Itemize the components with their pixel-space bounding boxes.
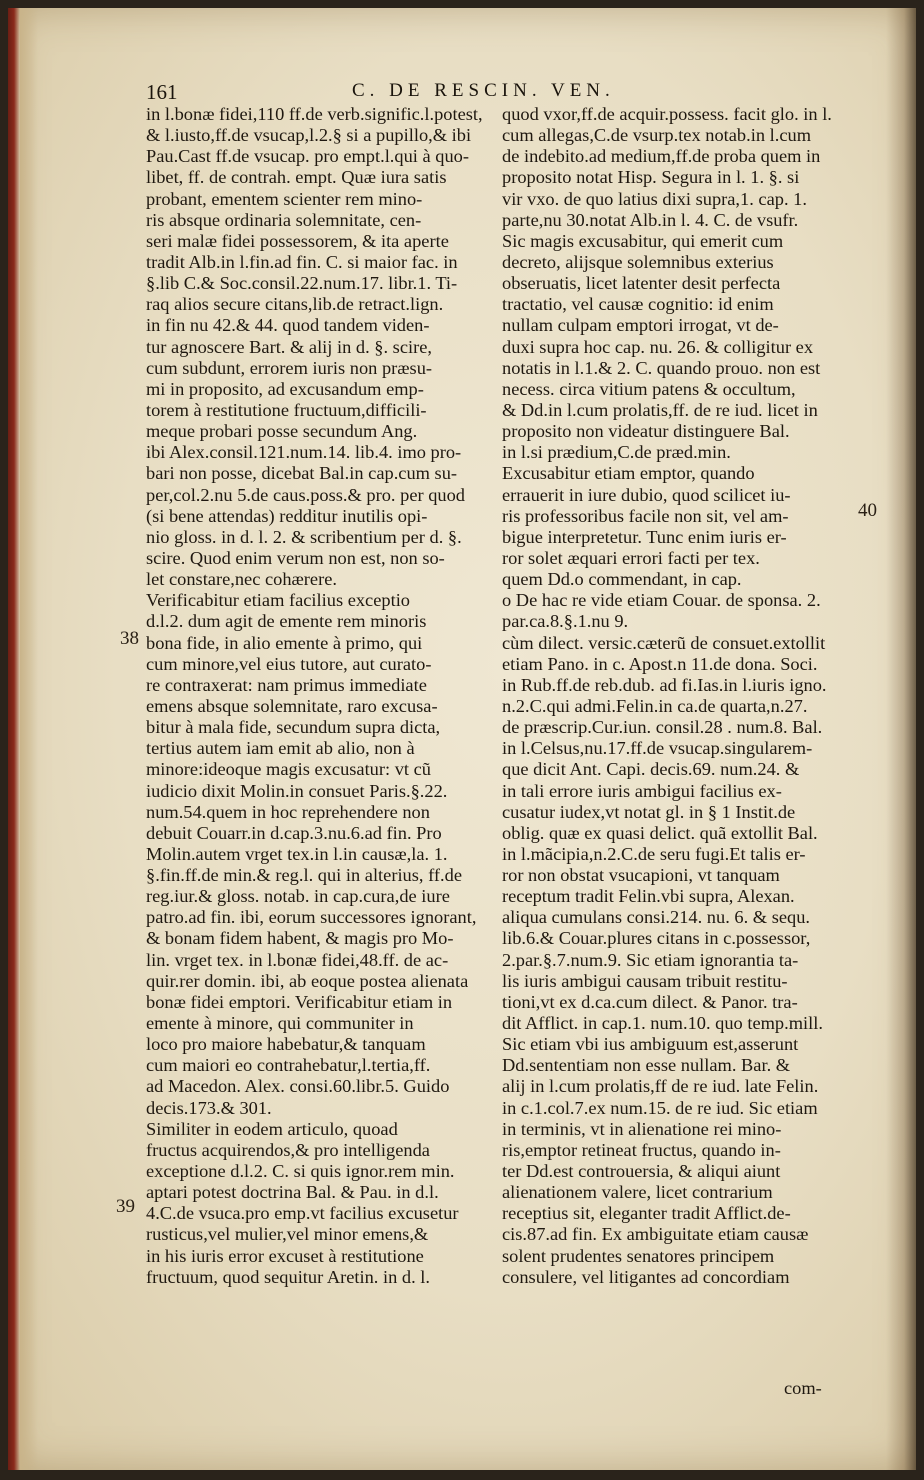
text-line: reg.iur.& gloss. notab. in cap.cura,de iure: [146, 886, 450, 907]
text-line: tradit Alb.in l.fin.ad fin. C. si maior fac. in: [146, 251, 458, 272]
text-line: quir.rer domin. ibi, ab eoque postea alienata: [146, 970, 469, 991]
text-line: in l.mãcipia,n.2.C.de seru fugi.Et talis er-: [502, 843, 806, 864]
text-line: probant, ementem scienter rem mino-: [146, 188, 423, 209]
text-line: re contraxerat: nam primus immediate: [146, 674, 427, 695]
text-line: lib.6.& Couar.plures citans in c.possessor,: [502, 928, 811, 949]
text-line: in c.1.col.7.ex num.15. de re iud. Sic etiam: [502, 1097, 818, 1118]
text-line: tur agnoscere Bart. & alij in d. §. scire,: [146, 336, 432, 357]
text-line: tertius autem iam emit ab alio, non à: [146, 738, 415, 759]
text-line: cum allegas,C.de vsurp.tex notab.in l.cum: [502, 125, 811, 146]
text-line: aptari potest doctrina Bal. & Pau. in d.l.: [146, 1182, 439, 1203]
text-line: bari non posse, dicebat Bal.in cap.cum su-: [146, 463, 458, 484]
text-line: num.54.quem in hoc reprehendere non: [146, 801, 430, 822]
marginal-number-38: 38: [120, 628, 139, 649]
text-line: quod vxor,ff.de acquir.possess. facit glo. in l.: [502, 104, 832, 124]
text-line: per,col.2.nu 5.de caus.poss.& pro. per quod: [146, 484, 465, 505]
text-line: libet, ff. de contrah. empt. Quæ iura satis: [146, 167, 447, 188]
binding-edge: [8, 8, 20, 1470]
text-line: lis iuris ambigui causam tribuit restitu-: [502, 970, 788, 991]
text-line: vir vxo. de quo latius dixi supra,1. cap. 1.: [502, 188, 807, 209]
text-line: & l.iusto,ff.de vsucap,l.2.§ si a pupillo,& ibi: [146, 125, 472, 146]
text-line: emens absque solemnitate, raro excusa-: [146, 695, 438, 716]
text-line: let constare,nec cohærere.: [146, 569, 337, 590]
text-line: scire. Quod enim verum non est, non so-: [146, 547, 445, 568]
text-line: §.lib C.& Soc.consil.22.num.17. libr.1. Ti-: [146, 273, 458, 294]
text-line: Similiter in eodem articulo, quoad: [146, 1118, 398, 1139]
text-line: par.ca.8.§.1.nu 9.: [502, 611, 629, 632]
text-line: §.fin.ff.de min.& reg.l. qui in alterius, ff.de: [146, 865, 462, 886]
text-line: 4.C.de vsuca.pro emp.vt facilius excusetur: [146, 1203, 459, 1224]
text-line: parte,nu 30.notat Alb.in l. 4. C. de vsufr.: [502, 209, 799, 230]
running-title: C. DE RESCIN. VEN.: [352, 80, 615, 101]
text-line: cusatur iudex,vt notat gl. in § 1 Instit.de: [502, 801, 796, 822]
marginal-number-39: 39: [116, 1196, 135, 1217]
text-line: Verificabitur etiam facilius exceptio: [146, 590, 410, 611]
text-line: d.l.2. dum agit de emente rem minoris: [146, 611, 427, 632]
text-line: solent prudentes senatores principem: [502, 1245, 775, 1266]
text-line: decreto, alijsque solemnibus exterius: [502, 251, 774, 272]
text-line: Sic magis excusabitur, qui emerit cum: [502, 230, 784, 251]
text-line: bona fide, in alio emente à primo, qui: [146, 632, 423, 653]
text-line: mi in proposito, ad excusandum emp-: [146, 378, 424, 399]
text-line: in l.Celsus,nu.17.ff.de vsucap.singularem-: [502, 738, 813, 759]
text-line: ter Dd.est controuersia, & aliqui aiunt: [502, 1161, 781, 1182]
text-line: emente à minore, qui communiter in: [146, 1013, 414, 1034]
text-line: in Rub.ff.de reb.dub. ad fi.Ias.in l.iuris igno.: [502, 674, 827, 695]
text-line: patro.ad fin. ibi, eorum successores ignorant,: [146, 907, 477, 928]
text-line: etiam Pano. in c. Apost.n 11.de dona. Soci.: [502, 653, 818, 674]
text-line: Dd.sententiam non esse nullam. Bar. &: [502, 1055, 791, 1076]
text-line: torem à restitutione fructuum,difficili-: [146, 399, 427, 420]
text-line: o De hac re vide etiam Couar. de sponsa. 2.: [502, 590, 821, 611]
text-line: cùm dilect. versic.cæterũ de consuet.extollit: [502, 632, 826, 653]
text-line: loco pro maiore habebatur,& tanquam: [146, 1034, 426, 1055]
text-line: nio gloss. in d. l. 2. & scribentium per d. §.: [146, 526, 462, 547]
text-line: dit Afflict. in cap.1. num.10. quo temp.mill.: [502, 1013, 823, 1034]
text-line: de præscrip.Cur.iun. consil.28 . num.8. Bal.: [502, 717, 823, 738]
right-column: [502, 104, 840, 1288]
text-line: cum minore,vel eius tutore, aut curato-: [146, 653, 432, 674]
text-line: in l.si prædium,C.de præd.min.: [502, 442, 731, 463]
text-line: necess. circa vitium patens & occultum,: [502, 378, 796, 399]
text-line: aliqua cumulans consi.214. nu. 6. & sequ.: [502, 907, 810, 928]
text-line: minore:ideoque magis excusatur: vt cũ: [146, 759, 431, 780]
text-line: n.2.C.qui admi.Felin.in ca.de quarta,n.27.: [502, 695, 808, 716]
text-line: Pau.Cast ff.de vsucap. pro empt.l.qui à quo-: [146, 146, 469, 167]
left-column: [146, 104, 484, 1288]
text-line: ror solet æquari errori facti per tex.: [502, 547, 760, 568]
text-line: de indebito.ad medium,ff.de proba quem in: [502, 146, 821, 167]
gutter-shadow: [20, 8, 38, 1470]
text-line: errauerit in iure dubio, quod scilicet iu-: [502, 484, 791, 505]
text-line: cum maiori eo contrahebatur,l.tertia,ff.: [146, 1055, 431, 1076]
text-line: tioni,vt ex d.ca.cum dilect. & Panor. tra-: [502, 991, 798, 1012]
page-number: 161: [146, 80, 178, 104]
text-line: (si bene attendas) redditur inutilis opi-: [146, 505, 428, 526]
text-line: in fin nu 42.& 44. quod tandem viden-: [146, 315, 430, 336]
text-line: ris professoribus facile non sit, vel am-: [502, 505, 789, 526]
text-line: bitur à mala fide, secundum supra dicta,: [146, 717, 441, 738]
text-line: ror non obstat vsucapioni, vt tanquam: [502, 865, 780, 886]
text-line: proposito non videatur distinguere Bal.: [502, 421, 790, 442]
text-line: in tali errore iuris ambigui facilius ex-: [502, 780, 782, 801]
text-line: exceptione d.l.2. C. si quis ignor.rem min.: [146, 1161, 455, 1182]
text-line: proposito notat Hisp. Segura in l. 1. §. si: [502, 167, 800, 188]
text-line: debuit Couarr.in d.cap.3.nu.6.ad fin. Pro: [146, 822, 442, 843]
text-line: & bonam fidem habent, & magis pro Mo-: [146, 928, 454, 949]
text-line: notatis in l.1.& 2. C. quando prouo. non est: [502, 357, 821, 378]
text-line: receptum tradit Felin.vbi supra, Alexan.: [502, 886, 795, 907]
text-line: decis.173.& 301.: [146, 1097, 272, 1118]
text-line: ibi Alex.consil.121.num.14. lib.4. imo pro-: [146, 442, 462, 463]
text-line: 2.par.§.7.num.9. Sic etiam ignorantia ta-: [502, 949, 799, 970]
text-line: quem Dd.o commendant, in cap.: [502, 569, 742, 590]
text-line: alienationem valere, licet contrarium: [502, 1182, 773, 1203]
text-line: cum subdunt, errorem iuris non præsu-: [146, 357, 433, 378]
text-line: iudicio dixit Molin.in consuet Paris.§.22.: [146, 780, 448, 801]
text-line: nullam culpam emptori irrogat, vt de-: [502, 315, 779, 336]
text-line: bonæ fidei emptori. Verificabitur etiam in: [146, 991, 453, 1012]
text-line: in l.bonæ fidei,110 ff.de verb.signific.l.potest,: [146, 104, 483, 124]
text-line: meque probari posse secundum Ang.: [146, 421, 418, 442]
text-line: cis.87.ad fin. Ex ambiguitate etiam causæ: [502, 1224, 809, 1245]
text-line: & Dd.in l.cum prolatis,ff. de re iud. licet in: [502, 399, 818, 420]
text-line: oblig. quæ ex quasi delict. quã extollit Bal.: [502, 822, 818, 843]
text-line: lin. vrget tex. in l.bonæ fidei,48.ff. de ac-: [146, 949, 449, 970]
text-line: Excusabitur etiam emptor, quando: [502, 463, 755, 484]
text-line: ris,emptor retineat fructus, quando in-: [502, 1139, 781, 1160]
text-line: in his iuris error excuset à restitutione: [146, 1245, 424, 1266]
text-line: Molin.autem vrget tex.in l.in causæ,la. 1.: [146, 843, 448, 864]
text-line: bigue interpretetur. Tunc enim iuris er-: [502, 526, 787, 547]
text-line: que dicit Ant. Capi. decis.69. num.24. &: [502, 759, 800, 780]
text-line: rusticus,vel mulier,vel minor emens,&: [146, 1224, 429, 1245]
text-line: seri malæ fidei possessorem, & ita aperte: [146, 230, 449, 251]
text-line: tractatio, vel causæ cognitio: id enim: [502, 294, 774, 315]
text-line: fructuum, quod sequitur Aretin. in d. l.: [146, 1266, 430, 1287]
text-line: Sic etiam vbi ius ambiguum est,asserunt: [502, 1034, 799, 1055]
marginal-number-40: 40: [858, 500, 877, 521]
page-edge-shadow: [886, 8, 916, 1470]
text-line: in terminis, vt in alienatione rei mino-: [502, 1118, 782, 1139]
text-line: raq alios secure citans,lib.de retract.lign.: [146, 294, 444, 315]
text-line: fructus acquirendos,& pro intelligenda: [146, 1139, 430, 1160]
text-line: alij in l.cum prolatis,ff de re iud. late Felin.: [502, 1076, 819, 1097]
text-line: obseruatis, licet latenter desit perfecta: [502, 273, 781, 294]
text-line: ris absque ordinaria solemnitate, cen-: [146, 209, 422, 230]
text-line: ad Macedon. Alex. consi.60.libr.5. Guido: [146, 1076, 450, 1097]
text-line: consulere, vel litigantes ad concordiam: [502, 1266, 790, 1287]
text-line: duxi supra hoc cap. nu. 26. & colligitur ex: [502, 336, 814, 357]
text-line: receptius sit, eleganter tradit Afflict.de-: [502, 1203, 791, 1224]
catchword: com-: [784, 1378, 822, 1398]
